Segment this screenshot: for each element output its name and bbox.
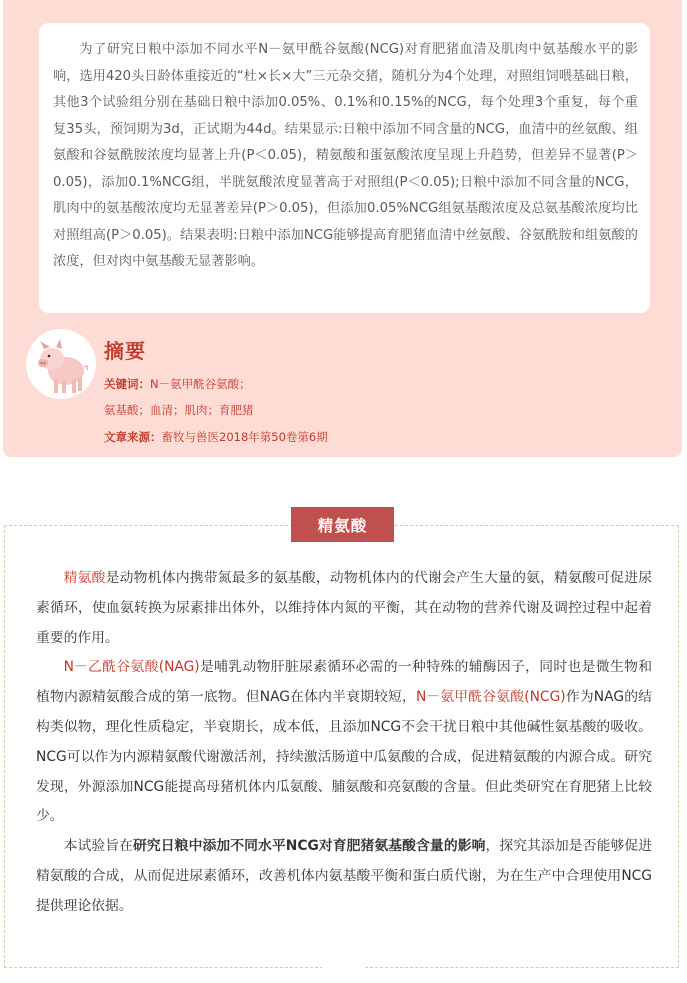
source-line — [104, 429, 328, 445]
source-label: 文章来源： — [104, 430, 162, 444]
paragraph-1-text: 是动物机体内携带氮最多的氨基酸，动物机体内的代谢会产生大量的氨，精氨酸可促进尿素循环，使血氨转换为尿素排出体外，以维持体内氮的平衡，其在动物的营养代谢及调控过程中起着重要的作用。 — [36, 570, 652, 646]
section-body — [36, 564, 652, 922]
frame-gap — [322, 962, 364, 974]
paragraph-2 — [36, 653, 652, 832]
keywords-label: 关键词： — [104, 377, 150, 391]
paragraph-1 — [36, 564, 652, 653]
term-arginine: 精氨酸 — [63, 570, 106, 586]
keywords-line — [104, 376, 251, 392]
term-nag: N－乙酰谷氨酸(NAG) — [63, 659, 200, 676]
paragraph-3-bold: 研究日粮中添加不同水平NCG对育肥猪氨基酸含量的影响 — [133, 838, 486, 855]
abstract-text: 为了研究日粮中添加不同水平N－氨甲酰谷氨酸(NCG)对育肥猪血清及肌肉中氨基酸水平的影响，选用420头日龄体重接近的“杜×长×大”三元杂交猪，随机分为4个处理，对照组饲喂基础日粮，其他3个试验组分别在基础日粮中添加0.05%、0.1%和0.15%的NCG，每个处理3个重复，每个重复35头，预饲期为3d，正试期为44d。结果显示:日粮中添加不同含量的NCG，血清中的丝氨酸、组氨酸和谷氨酰胺浓度均显著上升(P＜0.05)，精氨酸和蛋氨酸浓度呈现上升趋势，但差异不显著(P＞0.05)，添加0.1%NCG组，半胱氨酸浓度显著高于对照组(P＜0.05);日粮中添加不同含量的NCG，肌肉中的氨基酸浓度均无显著差异(P＞0.05)，但添加0.05%NCG组氨基酸浓度及总氨基酸浓度均比对照组高(P＞0.05)。结果表明:日粮中添加NCG能够提高育肥猪血清中丝氨酸、谷氨酰胺和组氨酸的浓度，但对肉中氨基酸无显著影响。 — [39, 23, 650, 313]
section-title: 精氨酸 — [291, 507, 394, 542]
keywords-line-2: 氨基酸；血清；肌肉；育肥猪 — [104, 403, 254, 417]
paragraph-2-text: 作为NAG的结构类似物，理化性质稳定，半衰期长，成本低，且添加NCG不会干扰日粮中其他碱性氨基酸的吸收。NCG可以作为内源精氨酸代谢激活剂，持续激活肠道中瓜氨酸的合成，促进精氨酸的内源合成。研究发现，外源添加NCG能提高母猪机体内瓜氨酸、脯氨酸和亮氨酸的含量。但此类研究在育肥猪上比较少。 — [36, 689, 652, 825]
term-ncg: N－氨甲酰谷氨酸(NCG) — [416, 689, 566, 706]
paragraph-3-text: ，探究其添加是否能够促进精氨酸的合成，从而促进尿素循环，改善机体内氨基酸平衡和蛋白质代谢，为在生产中合理使用NCG提供理论依据。 — [36, 838, 653, 914]
summary-title: 摘要 — [104, 339, 146, 363]
pig-icon — [26, 329, 96, 399]
paragraph-3 — [36, 832, 652, 921]
abstract-panel — [3, 0, 682, 457]
keywords-value-1: N－氨甲酰谷氨酸； — [150, 377, 251, 391]
source-value: 畜牧与兽医2018年第50卷第6期 — [161, 430, 328, 444]
paragraph-2-mid: 是哺乳动物肝脏尿素循环必需的一种特殊的辅酶因子，同时也是微生物和植物内源精氨酸合成的第一底物。但NAG在体内半衰期较短， — [36, 659, 653, 706]
paragraph-3-start: 本试验旨在 — [63, 838, 134, 855]
